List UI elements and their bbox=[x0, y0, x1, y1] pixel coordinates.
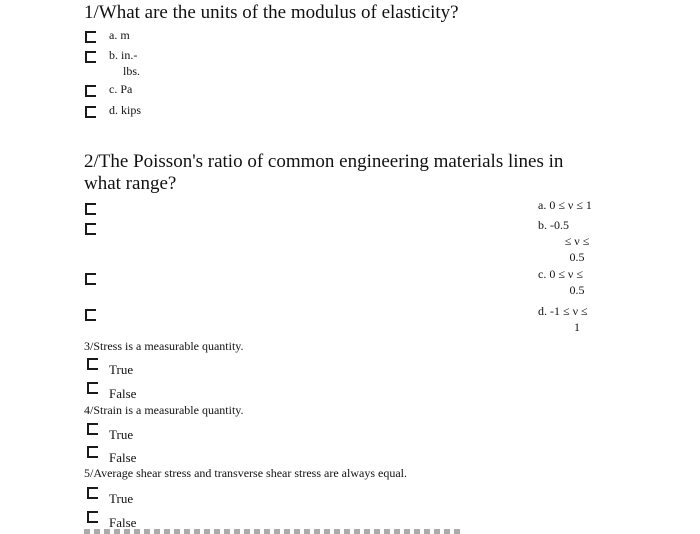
q3-true-label: True bbox=[109, 362, 134, 377]
question-5-title: 5/Average shear stress and transverse shear stress are always equal. bbox=[84, 466, 407, 480]
q1-option-a-label: a. m bbox=[109, 28, 130, 42]
q2-option-d-label-line2: 1 bbox=[574, 320, 580, 334]
q1-option-c-checkbox[interactable] bbox=[85, 85, 94, 97]
q2-option-c-label-line1: c. 0 ≤ ν ≤ bbox=[538, 267, 583, 281]
question-2-title-line1: 2/The Poisson's ratio of common engineering materials lines in bbox=[84, 151, 564, 172]
q5-false-label: False bbox=[109, 515, 137, 530]
q2-option-c-label-line2: 0.5 bbox=[569, 283, 585, 297]
q4-true-label: True bbox=[109, 427, 134, 442]
question-4-title: 4/Strain is a measurable quantity. bbox=[84, 403, 244, 417]
q2-option-b-label-line2: ≤ ν ≤ bbox=[564, 234, 590, 248]
q1-option-a-checkbox[interactable] bbox=[85, 31, 94, 43]
q3-false-checkbox[interactable] bbox=[87, 382, 96, 394]
q4-true-checkbox[interactable] bbox=[87, 423, 96, 435]
q2-option-c-checkbox[interactable] bbox=[85, 273, 94, 285]
q2-option-a-checkbox[interactable] bbox=[85, 203, 94, 215]
q1-option-b-label-line2: lbs. bbox=[123, 64, 141, 78]
q1-option-c-label: c. Pa bbox=[109, 82, 133, 96]
question-3-title: 3/Stress is a measurable quantity. bbox=[84, 339, 244, 353]
cropped-next-question-fragment bbox=[84, 529, 464, 534]
q1-option-d-checkbox[interactable] bbox=[85, 106, 94, 118]
q4-false-label: False bbox=[109, 450, 137, 465]
q3-false-label: False bbox=[109, 386, 137, 401]
q1-option-d-label: d. kips bbox=[109, 103, 142, 117]
q2-option-d-label-line1: d. -1 ≤ ν ≤ bbox=[538, 304, 588, 318]
q5-true-label: True bbox=[109, 491, 134, 506]
q5-false-checkbox[interactable] bbox=[87, 511, 96, 523]
q2-option-b-label-line3: 0.5 bbox=[569, 250, 585, 264]
q4-false-checkbox[interactable] bbox=[87, 446, 96, 458]
q1-option-b-checkbox[interactable] bbox=[85, 51, 94, 63]
q2-option-b-label-line1: b. -0.5 bbox=[538, 218, 569, 232]
q1-option-b-label-line1: b. in.- bbox=[109, 48, 138, 62]
question-1-title: 1/What are the units of the modulus of elasticity? bbox=[84, 2, 459, 23]
q2-option-d-checkbox[interactable] bbox=[85, 309, 94, 321]
q3-true-checkbox[interactable] bbox=[87, 358, 96, 370]
q5-true-checkbox[interactable] bbox=[87, 487, 96, 499]
q2-option-a-label: a. 0 ≤ ν ≤ 1 bbox=[538, 198, 592, 212]
q2-option-b-checkbox[interactable] bbox=[85, 223, 94, 235]
question-2-title-line2: what range? bbox=[84, 173, 177, 194]
